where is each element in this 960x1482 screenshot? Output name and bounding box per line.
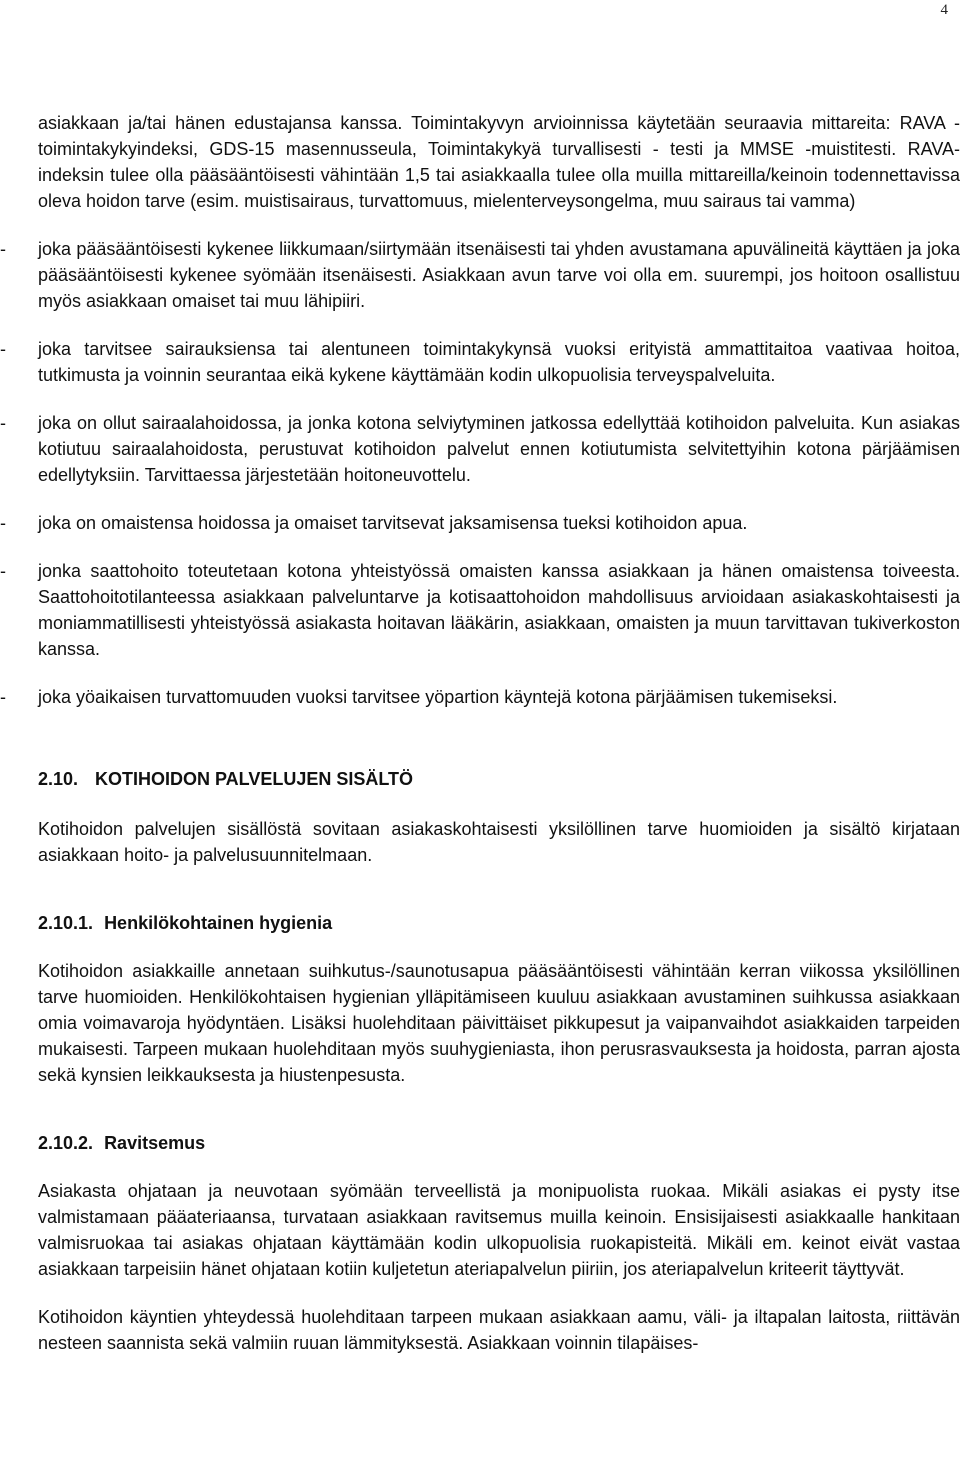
list-item-text: joka yöaikaisen turvattomuuden vuoksi tarvitsee yöpartion käyntejä kotona pärjäämisen tukemiseksi.	[38, 687, 838, 707]
subsection-title: Henkilökohtainen hygienia	[104, 913, 333, 933]
list-item-text: joka tarvitsee sairauksiensa tai alentuneen toimintakykynsä vuoksi erityistä ammattitaitoa vaativaa hoitoa, tutkimusta ja voinnin seurantaa eikä kykene käyttämään kodin ulkopuolisia terveyspalveluita.	[38, 339, 960, 385]
dash-marker: -	[0, 687, 6, 707]
list-item	[0, 558, 960, 662]
list-item-text: jonka saattohoito toteutetaan kotona yhteistyössä omaisten kanssa asiakkaan ja hänen omaistensa toiveesta. Saattohoitotilanteessa asiakkaan palveluntarve ja kotisaattohoidon mahdollisuus arvioidaan asiakaskohtaisesti ja moniammatillisesti yhteistyössä asiakasta hoitavan lääkärin, asiakkaan, omaisten ja muun tarvittavan tukiverkoston kanssa.	[38, 561, 960, 659]
subsection-heading-nutrition	[38, 1130, 960, 1156]
subsection-title: Ravitsemus	[104, 1133, 206, 1153]
list-item	[0, 410, 960, 488]
subsection-number: 2.10.2.	[38, 1133, 94, 1153]
section-heading	[38, 766, 960, 792]
page-number: 4	[940, 2, 948, 18]
criteria-list	[0, 236, 960, 710]
subsection-number: 2.10.1.	[38, 913, 94, 933]
dash-marker: -	[0, 513, 6, 533]
dash-marker: -	[0, 339, 6, 359]
list-item	[0, 684, 960, 710]
list-item-text: joka on omaistensa hoidossa ja omaiset tarvitsevat jaksamisensa tueksi kotihoidon apua.	[38, 513, 748, 533]
hygiene-paragraph: Kotihoidon asiakkaille annetaan suihkutus-/saunotusapua pääsääntöisesti vähintään kerran viikossa yksilöllinen tarve huomioiden. Henkilökohtaisen hygienian ylläpitämiseen kuuluu asiakkaan avustaminen suihkussa asiakkaan omia voimavaroja hyödyntäen. Lisäksi huolehditaan päivittäiset pikkupesut ja vaipanvaihdot asiakkaiden tarpeiden mukaisesti. Tarpeen mukaan huolehditaan myös suuhygieniasta, ihon perusrasvauksesta ja hoidosta, parran ajosta sekä kynsien leikkauksesta ja hiustenpesusta.	[38, 961, 960, 1085]
document-body	[0, 110, 960, 1378]
section-number: 2.10.	[38, 769, 79, 789]
nutrition-paragraph: Asiakasta ohjataan ja neuvotaan syömään terveellistä ja monipuolista ruokaa. Mikäli asiakas ei pysty itse valmistamaan pääateriaansa, turvataan asiakkaan ravitsemus muilla keinoin. Ensisijaisesti asiakkaalle hankitaan valmisruokaa tai asiakas ohjataan käyttämään kodin ulkopuolisia ruokapisteitä. Mikäli em. keinot eivät vastaa asiakkaan tarpeisiin hänet ohjataan kotiin kuljetetun ateriapalvelun piiriin, jos ateriapalvelun kriteerit täyttyvät.	[38, 1181, 960, 1279]
dash-marker: -	[0, 239, 6, 259]
list-item	[0, 336, 960, 388]
section-title: KOTIHOIDON PALVELUJEN SISÄLTÖ	[95, 769, 414, 789]
dash-marker: -	[0, 561, 6, 581]
list-item-text: joka on ollut sairaalahoidossa, ja jonka kotona selviytyminen jatkossa edellyttää kotihoidon palveluita. Kun asiakas kotiutuu sairaalahoidosta, perustuvat kotihoidon palvelut ennen kotiutumista selvitettyihin kotona pärjäämisen edellytyksiin. Tarvittaessa järjestetään hoitoneuvottelu.	[38, 413, 960, 485]
list-item	[0, 510, 960, 536]
list-item	[0, 236, 960, 314]
section-paragraph: Kotihoidon palvelujen sisällöstä sovitaan asiakaskohtaisesti yksilöllinen tarve huomioiden ja sisältö kirjataan asiakkaan hoito- ja palvelusuunnitelmaan.	[38, 819, 960, 865]
subsection-heading-hygiene	[38, 910, 960, 936]
intro-paragraph: asiakkaan ja/tai hänen edustajansa kanssa. Toimintakyvyn arvioinnissa käytetään seuraavia mittareita: RAVA -toimintakykyindeksi, GDS-15 masennusseula, Toimintakykyä turvallisesti - testi ja MMSE -muistitesti. RAVA-indeksin tulee olla pääsääntöisesti vähintään 1,5 tai asiakkaalla tulee olla muilla mittareilla/keinoin todennettavissa oleva hoidon tarve (esim. muistisairaus, turvattomuus, mielenterveysongelma, muu sairaus tai vamma)	[38, 113, 960, 211]
list-item-text: joka pääsääntöisesti kykenee liikkumaan/siirtymään itsenäisesti tai yhden avustamana apuvälineitä käyttäen ja joka pääsääntöisesti kykenee syömään itsenäisesti. Asiakkaan avun tarve voi olla em. suurempi, jos hoitoon osallistuu myös asiakkaan omaiset tai muu lähipiiri.	[38, 239, 960, 311]
dash-marker: -	[0, 413, 6, 433]
nutrition-paragraph: Kotihoidon käyntien yhteydessä huolehditaan tarpeen mukaan asiakkaan aamu, väli- ja iltapalan laitosta, riittävän nesteen saannista sekä valmiin ruuan lämmityksestä. Asiakkaan voinnin tilapäises-	[38, 1307, 960, 1353]
